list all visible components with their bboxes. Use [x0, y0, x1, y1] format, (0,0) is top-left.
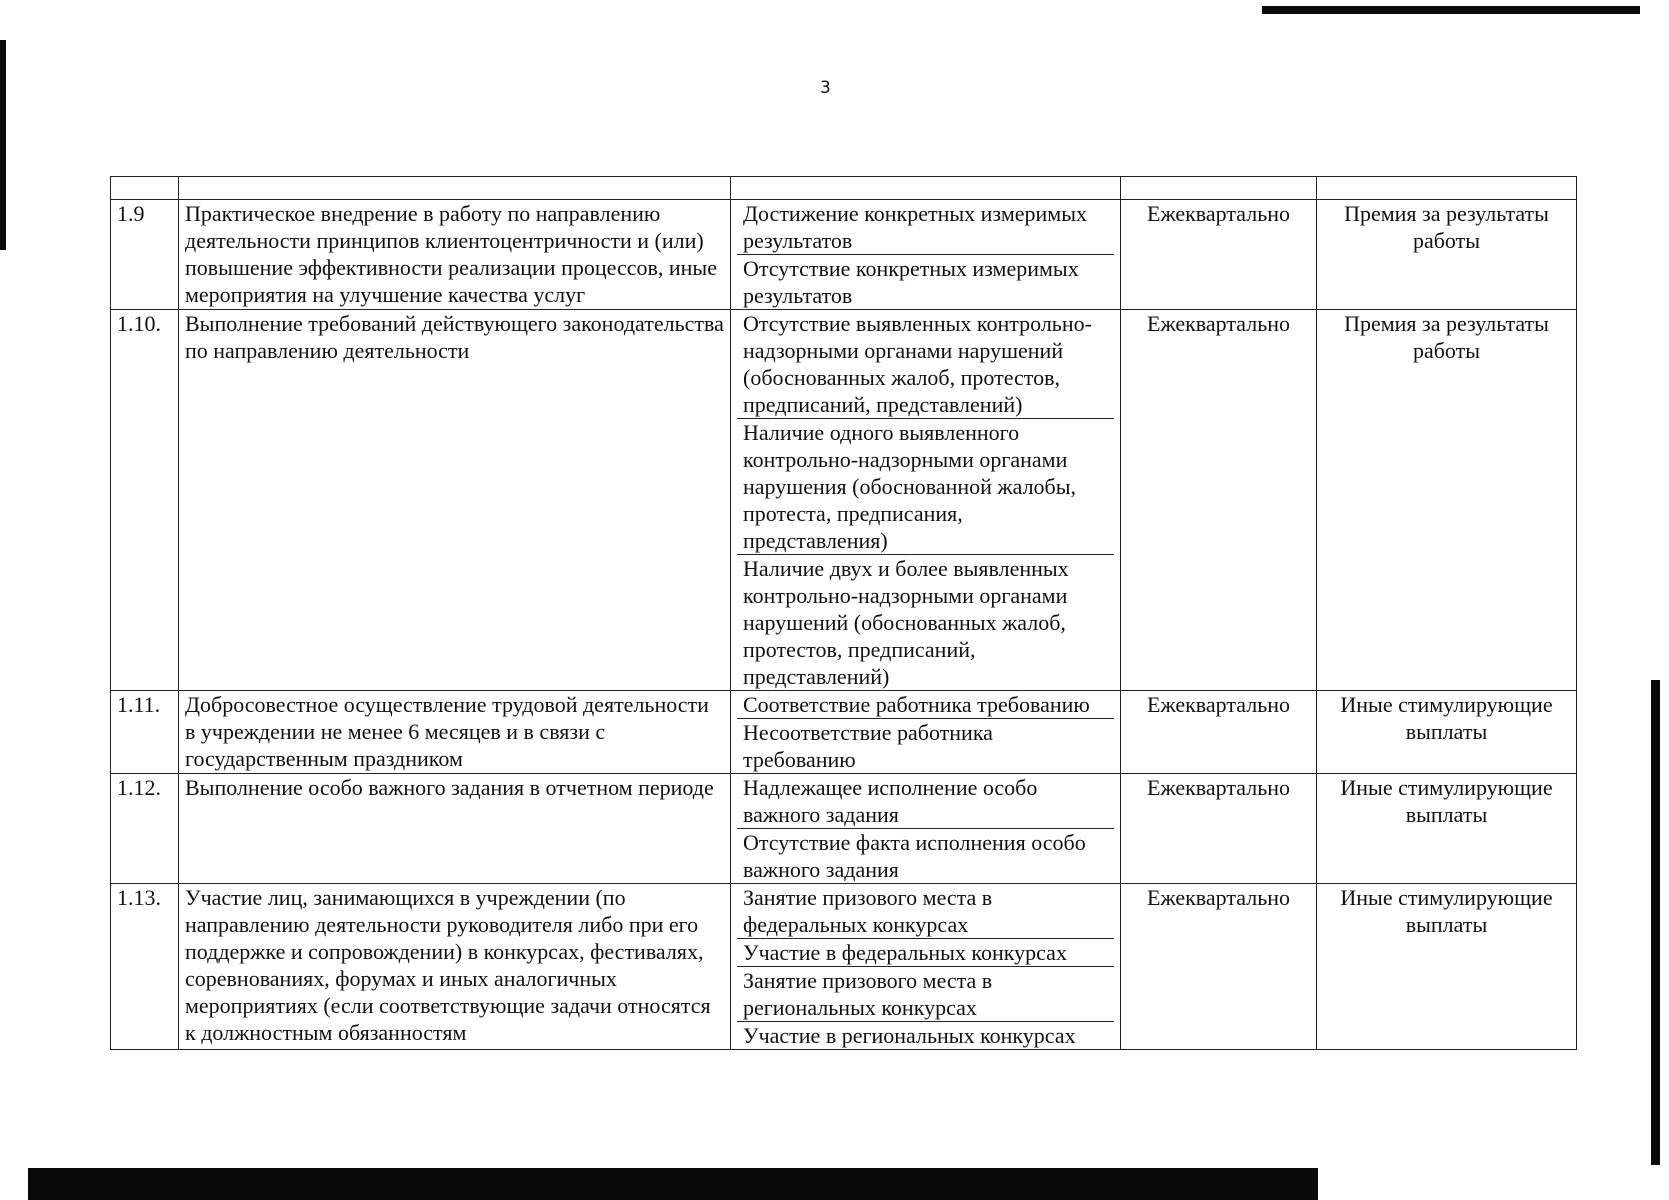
row-number: 1.13.	[111, 884, 179, 1050]
indicator-description: Выполнение требований действующего законодательства по направлению деятельности	[179, 310, 731, 691]
criterion-item: Участие в региональных конкурсах	[737, 1021, 1114, 1049]
scan-edge-right	[1651, 680, 1660, 1165]
table-header-row	[111, 177, 1577, 200]
criteria-cell	[731, 310, 1121, 691]
table-row	[111, 774, 1577, 884]
criterion-item: Несоответствие работника требованию	[737, 718, 1114, 773]
scan-edge-top	[1262, 6, 1640, 14]
header-cell	[1121, 177, 1317, 200]
table-row	[111, 691, 1577, 774]
indicator-description: Практическое внедрение в работу по направлению деятельности принципов клиентоцентричности и (или) повышение эффективности реализации процессов, иные мероприятия на улучшение качества услуг	[179, 200, 731, 310]
payment-type: Иные стимулирующие выплаты	[1317, 691, 1577, 774]
table-row	[111, 884, 1577, 1050]
evaluation-period: Ежеквартально	[1121, 774, 1317, 884]
criterion-item: Достижение конкретных измеримых результатов	[743, 201, 1087, 253]
table-row	[111, 200, 1577, 310]
criteria-cell	[731, 691, 1121, 774]
indicator-description: Выполнение особо важного задания в отчетном периоде	[179, 774, 731, 884]
criterion-item: Отсутствие выявленных контрольно-надзорными органами нарушений (обоснованных жалоб, протестов, предписаний, представлений)	[743, 311, 1092, 417]
criteria-cell	[731, 774, 1121, 884]
criterion-item: Отсутствие факта исполнения особо важного задания	[737, 828, 1114, 883]
criterion-item: Надлежащее исполнение особо важного задания	[743, 775, 1038, 827]
criterion-item: Занятие призового места в региональных конкурсах	[737, 966, 1114, 1021]
header-cell	[1317, 177, 1577, 200]
criteria-table	[110, 176, 1577, 1050]
criterion-item: Занятие призового места в федеральных конкурсах	[743, 885, 993, 937]
criterion-item: Соответствие работника требованию	[743, 692, 1090, 717]
header-cell	[731, 177, 1121, 200]
evaluation-period: Ежеквартально	[1121, 884, 1317, 1050]
table-body	[111, 177, 1577, 1050]
evaluation-period: Ежеквартально	[1121, 310, 1317, 691]
indicator-description: Участие лиц, занимающихся в учреждении (по направлению деятельности руководителя либо при его поддержке и сопровождении) в конкурсах, фестивалях, соревнованиях, форумах и иных аналогичных мероприятиях (если соответствующие задачи относятся к должностным обязанностям	[179, 884, 731, 1050]
row-number: 1.9	[111, 200, 179, 310]
payment-type: Иные стимулирующие выплаты	[1317, 884, 1577, 1050]
criteria-cell	[731, 884, 1121, 1050]
criterion-item: Отсутствие конкретных измеримых результатов	[737, 254, 1114, 309]
row-number: 1.11.	[111, 691, 179, 774]
criteria-cell	[731, 200, 1121, 310]
scan-edge-bottom	[28, 1168, 1318, 1200]
payment-type: Премия за результаты работы	[1317, 310, 1577, 691]
header-cell	[179, 177, 731, 200]
criterion-item: Наличие одного выявленного контрольно-надзорными органами нарушения (обоснованной жалобы, протеста, предписания, представления)	[737, 418, 1114, 554]
page-number: 3	[820, 78, 831, 98]
table-row	[111, 310, 1577, 691]
row-number: 1.12.	[111, 774, 179, 884]
payment-type: Премия за результаты работы	[1317, 200, 1577, 310]
criterion-item: Наличие двух и более выявленных контрольно-надзорными органами нарушений (обоснованных жалоб, протестов, предписаний, представлений)	[737, 554, 1114, 690]
evaluation-period: Ежеквартально	[1121, 691, 1317, 774]
evaluation-period: Ежеквартально	[1121, 200, 1317, 310]
scan-edge-left	[0, 40, 6, 250]
header-cell	[111, 177, 179, 200]
criterion-item: Участие в федеральных конкурсах	[737, 938, 1114, 966]
payment-type: Иные стимулирующие выплаты	[1317, 774, 1577, 884]
row-number: 1.10.	[111, 310, 179, 691]
indicator-description: Добросовестное осуществление трудовой деятельности в учреждении не менее 6 месяцев и в связи с государственным праздником	[179, 691, 731, 774]
